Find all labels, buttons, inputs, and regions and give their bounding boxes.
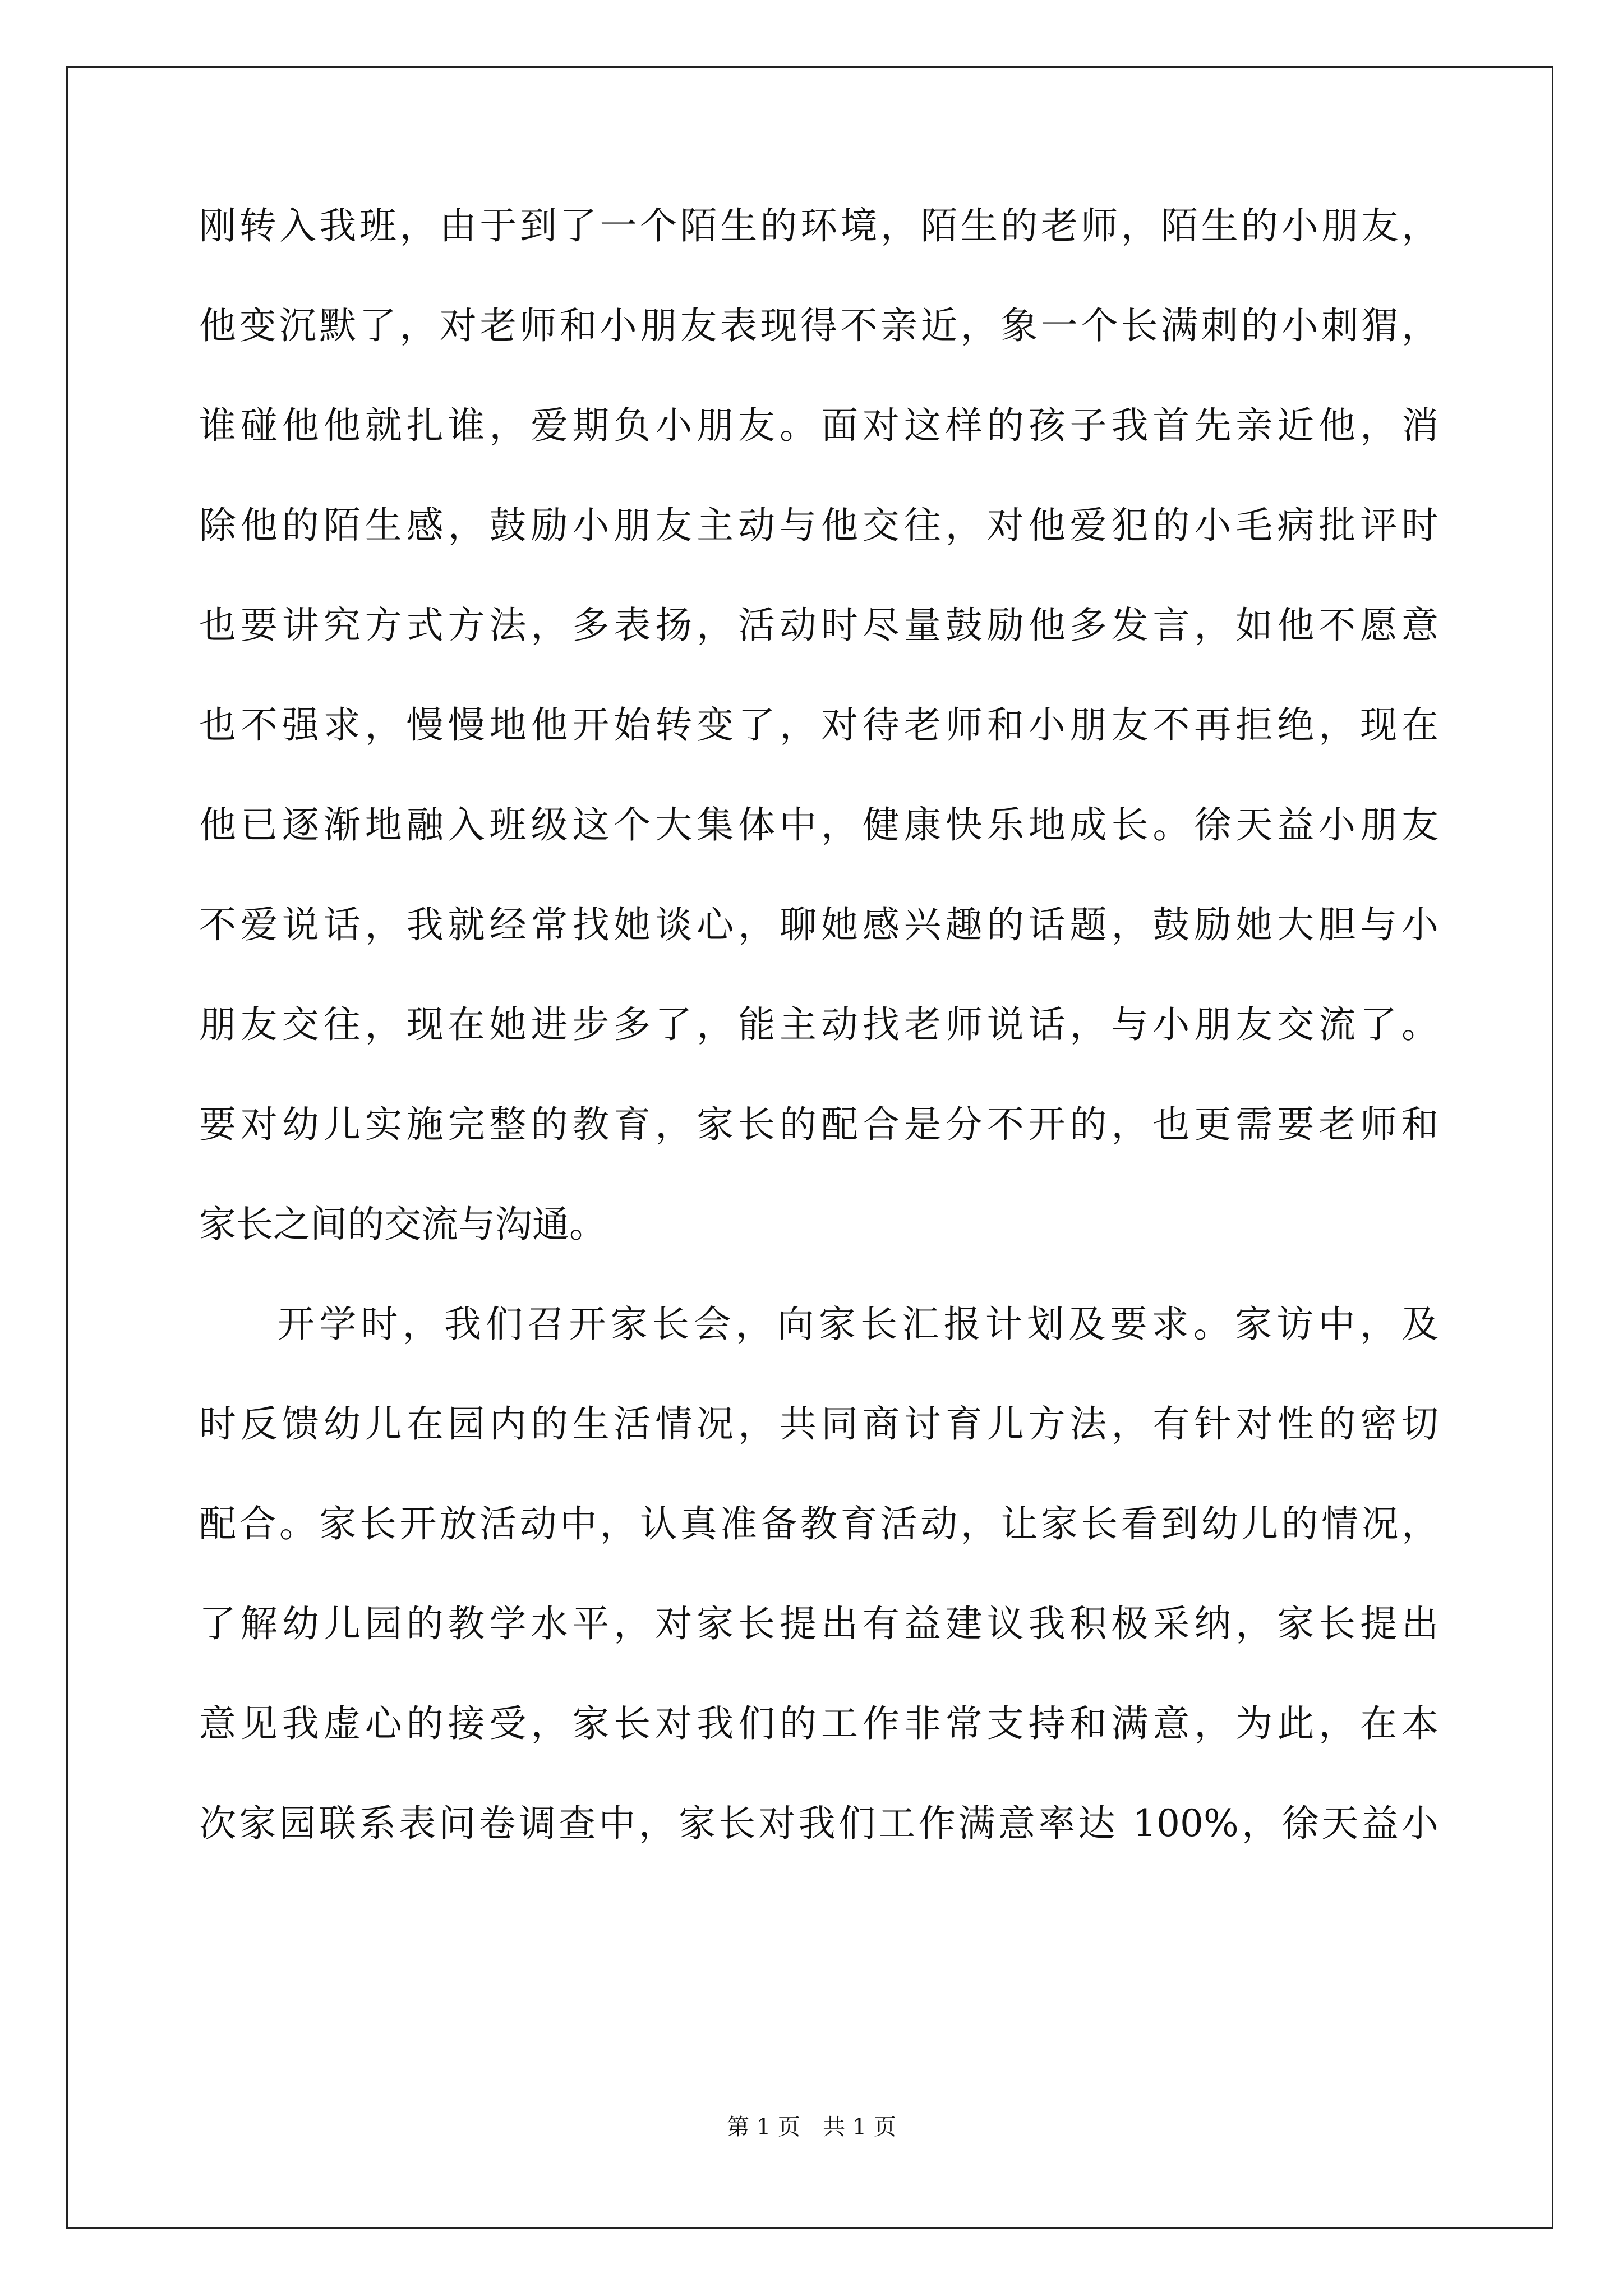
text-line: 他已逐渐地融入班级这个大集体中，健康快乐地成长。徐天益小朋友 [199,803,1438,846]
text-line: 朋友交往，现在她进步多了，能主动找老师说话，与小朋友交流了。 [199,1003,1438,1046]
paragraph-2 [199,1303,1438,1905]
text-line: 除他的陌生感，鼓励小朋友主动与他交往，对他爱犯的小毛病批评时 [199,504,1438,547]
text-line: 谁碰他他就扎谁，爱期负小朋友。面对这样的孩子我首先亲近他，消 [199,404,1438,447]
text-line: 刚转入我班，由于到了一个陌生的环境，陌生的老师，陌生的小朋友， [199,204,1438,247]
text-line: 也不强求，慢慢地他开始转变了，对待老师和小朋友不再拒绝，现在 [199,703,1438,747]
text-line: 他变沉默了，对老师和小朋友表现得不亲近，象一个长满刺的小刺猬， [199,304,1438,347]
text-line: 配合。家长开放活动中，认真准备教育活动，让家长看到幼儿的情况， [199,1502,1438,1545]
text-line: 要对幼儿实施完整的教育，家长的配合是分不开的，也更需要老师和 [199,1103,1438,1146]
text-line: 家长之间的交流与沟通。 [199,1203,606,1246]
text-line: 意见我虚心的接受，家长对我们的工作非常支持和满意，为此，在本 [199,1702,1438,1745]
paragraph-1 [199,204,1438,1306]
text-line: 开学时，我们召开家长会，向家长汇报计划及要求。家访中，及 [278,1303,1438,1346]
text-line: 了解幼儿园的教学水平，对家长提出有益建议我积极采纳，家长提出 [199,1602,1438,1645]
text-line: 也要讲究方式方法，多表扬，活动时尽量鼓励他多发言，如他不愿意 [199,604,1438,647]
document-body [199,204,1438,1905]
text-line: 不爱说话，我就经常找她谈心，聊她感兴趣的话题，鼓励她大胆与小 [199,903,1438,946]
page-footer: 第 1 页 共 1 页 [727,2114,896,2140]
text-line: 时反馈幼儿在园内的生活情况，共同商讨育儿方法，有针对性的密切 [199,1402,1438,1446]
text-line: 次家园联系表问卷调查中，家长对我们工作满意率达 100%，徐天益小 [199,1802,1438,1845]
